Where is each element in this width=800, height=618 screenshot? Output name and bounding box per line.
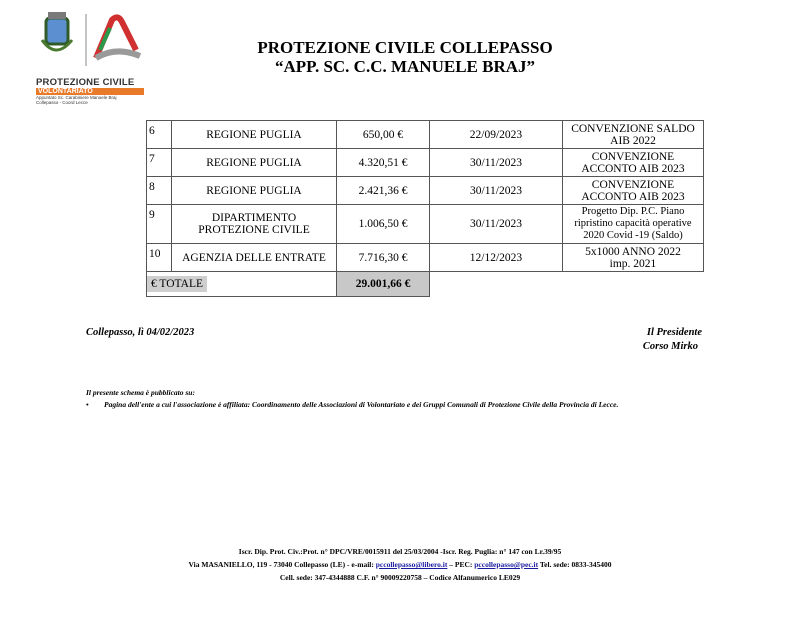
logo-sub1: Appuntato Sc. Carabiniere Manuele Braj	[36, 95, 117, 100]
ente-cell: REGIONE PUGLIA	[172, 177, 337, 205]
desc-line: ripristino capacità operative	[574, 218, 692, 229]
page-title	[0, 38, 800, 76]
desc-line: CONVENZIONE SALDO	[571, 122, 695, 135]
total-value: 29.001,66 €	[337, 272, 430, 297]
pec-label: – PEC:	[447, 560, 475, 569]
amount-cell: 650,00 €	[337, 121, 430, 149]
date-cell: 30/11/2023	[430, 177, 563, 205]
total-label-cell	[147, 272, 337, 297]
row-number: 8	[147, 177, 172, 205]
desc-line: CONVENZIONE	[591, 178, 675, 191]
date-cell: 22/09/2023	[430, 121, 563, 149]
desc-line: Progetto Dip. P.C. Piano	[581, 206, 685, 217]
signature-role: Il Presidente	[646, 327, 702, 338]
row-number: 6	[147, 121, 172, 149]
footer	[0, 545, 800, 584]
table-row	[147, 177, 704, 205]
address: Via MASANIELLO, 119 - 73040 Collepasso (LE) - e-mail:	[188, 560, 376, 569]
ente-line: DIPARTIMENTO	[211, 212, 297, 224]
description-cell	[563, 177, 704, 205]
desc-line: ACCONTO AIB 2023	[581, 190, 685, 203]
row-number: 10	[147, 244, 172, 272]
desc-line: 5x1000 ANNO 2022	[585, 245, 681, 258]
publication-text: Pagina dell'ente a cui l'associazione è affiliata: Coordinamento delle Associazioni di Volontariato e dei Gruppi Comunali di Protezione Civile della Provincia di Lecce.	[104, 400, 619, 409]
phone: Tel. sede: 0833-345400	[538, 560, 612, 569]
logo-title: PROTEZIONE CIVILE	[36, 77, 135, 88]
total-row	[147, 272, 704, 297]
footer-line3: Cell. sede: 347-4344888 C.F. n° 90009220758 – Codice Alfanumerico LE029	[279, 573, 521, 582]
amount-cell: 4.320,51 €	[337, 149, 430, 177]
description-cell	[563, 205, 704, 244]
amount-cell: 2.421,36 €	[337, 177, 430, 205]
ente-line: PROTEZIONE CIVILE	[198, 224, 310, 236]
desc-line: ACCONTO AIB 2023	[581, 162, 685, 175]
date-cell: 30/11/2023	[430, 149, 563, 177]
row-number: 7	[147, 149, 172, 177]
amount-cell: 1.006,50 €	[337, 205, 430, 244]
ente-cell: AGENZIA DELLE ENTRATE	[172, 244, 337, 272]
publication-bullet: • Pagina dell'ente a cui l'associazione è affiliata: Coordinamento delle Associazioni di Volontariato e dei Gruppi Comunali di Protezione Civile della Provincia di Lecce.	[86, 400, 619, 409]
logo-sub2: Collepasso - Coord Lecce	[36, 100, 88, 105]
date-cell: 30/11/2023	[430, 205, 563, 244]
title-line2: “APP. SC. C.C. MANUELE BRAJ”	[274, 57, 536, 76]
signature-name: Corso Mirko	[642, 341, 698, 352]
description-cell	[563, 121, 704, 149]
footer-line1: Iscr. Dip. Prot. Civ.:Prot. n° DPC/VRE/0015911 del 25/03/2004 -Iscr. Reg. Puglia: n° 147 con Lr.39/95	[238, 547, 562, 556]
amount-cell: 7.716,30 €	[337, 244, 430, 272]
date-cell: 12/12/2023	[430, 244, 563, 272]
desc-line: CONVENZIONE	[591, 150, 675, 163]
desc-line: 2020 Covid -19 (Saldo)	[583, 230, 683, 241]
table-row	[147, 149, 704, 177]
table-row	[147, 244, 704, 272]
desc-line: imp. 2021	[609, 257, 657, 270]
publication-note: Il presente schema è pubblicato su:	[86, 388, 195, 397]
row-number: 9	[147, 205, 172, 244]
ente-cell: REGIONE PUGLIA	[172, 149, 337, 177]
place-date: Collepasso, lì 04/02/2023	[86, 327, 195, 338]
pec-link[interactable]: pccollepasso@pec.it	[474, 560, 539, 569]
table-row	[147, 121, 704, 149]
total-label: € TOTALE	[147, 276, 207, 292]
logo-band: VOLONTARIATO	[36, 88, 144, 95]
table-row	[147, 205, 704, 244]
email-link[interactable]: pccollepasso@libero.it	[375, 560, 448, 569]
desc-line: AIB 2022	[610, 134, 656, 147]
ente-cell: REGIONE PUGLIA	[172, 121, 337, 149]
contributions-table	[146, 120, 704, 297]
description-cell	[563, 149, 704, 177]
footer-line2	[0, 558, 800, 571]
title-line1: PROTEZIONE CIVILE COLLEPASSO	[257, 38, 553, 57]
ente-cell	[172, 205, 337, 244]
description-cell	[563, 244, 704, 272]
